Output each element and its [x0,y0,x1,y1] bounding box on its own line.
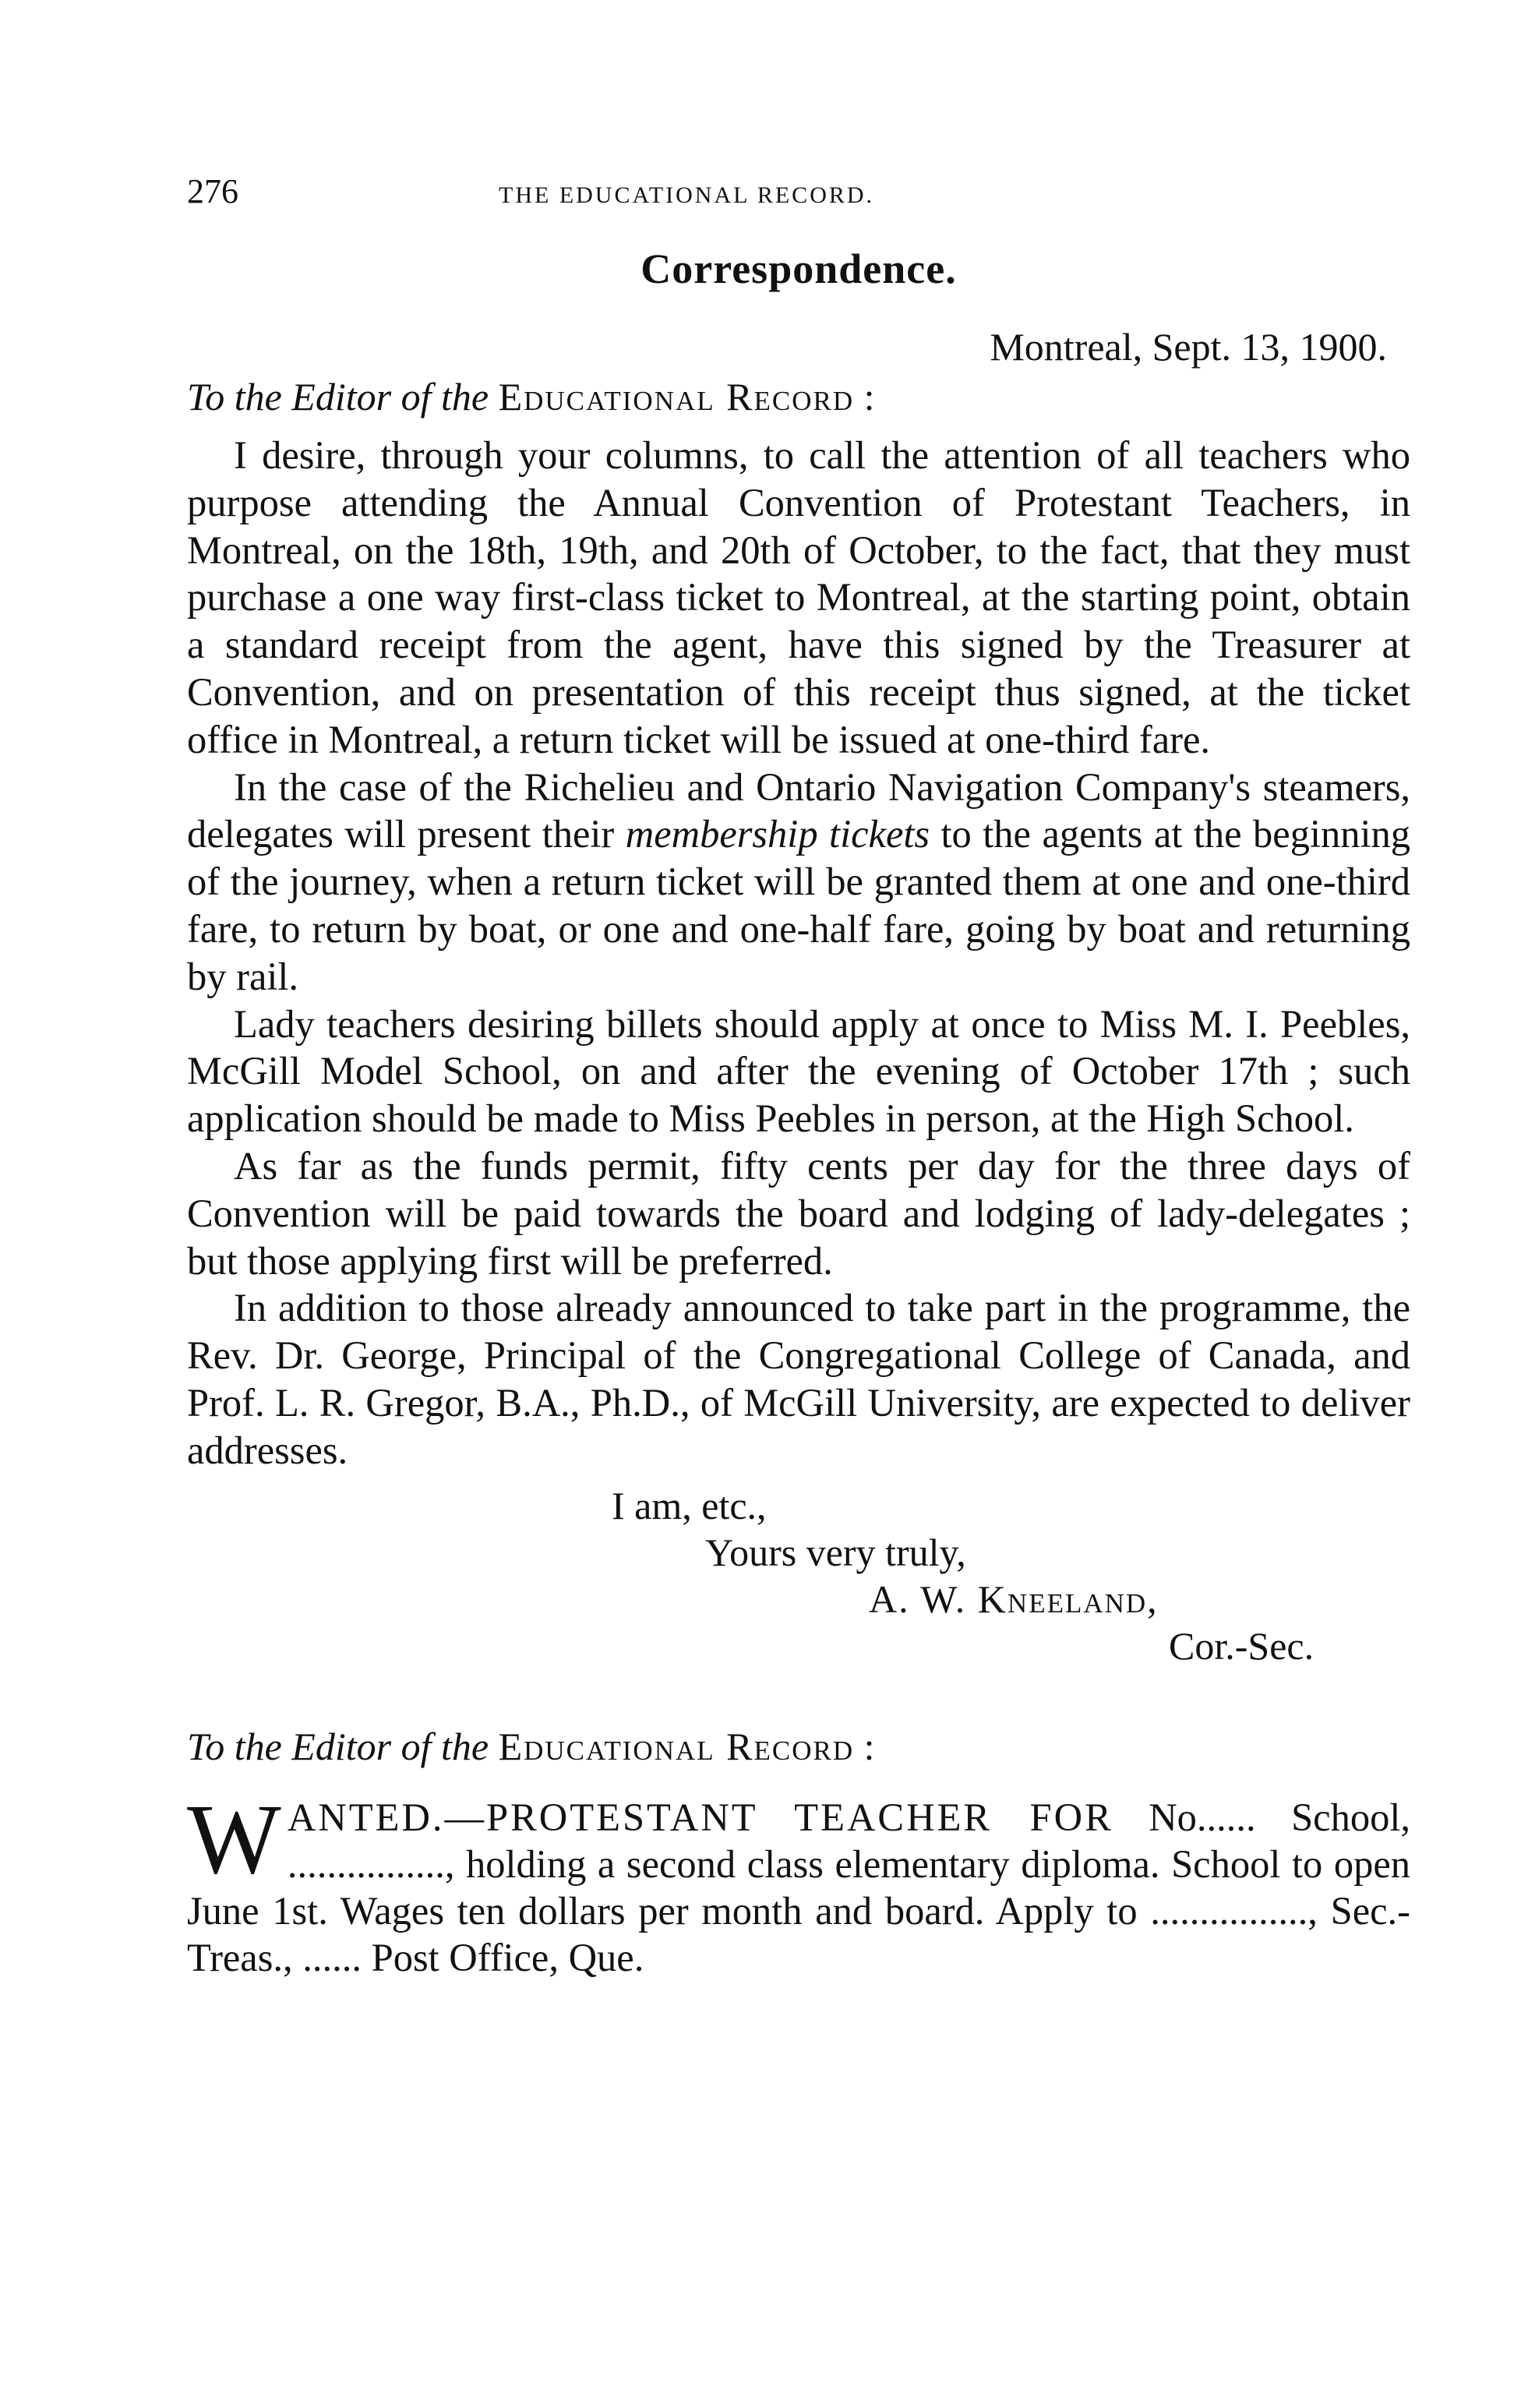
letter-paragraph-3: Lady teachers desiring billets should apply at once to Miss M. I. Peebles, McGill Model School, on and after the evening of October 17th ; such application should be made to Miss Peebles in person, at the High School. [187,1001,1410,1141]
closing-line-1: I am, etc., [612,1483,767,1527]
advert-text: No...... School, ................, holding a second class elementary diploma. School to open June 1st. Wages ten dollars per month and board. Apply to ................, Sec.-Treas., ...... Post Office, Que. [187,1795,1410,1979]
letter-closing [187,1482,1410,1669]
page-header [187,171,1410,218]
page [187,171,1410,1981]
letter-body [187,432,1410,1474]
notice-heading [187,1724,1410,1769]
notice-heading-italic: To the Editor of the [187,1724,489,1768]
signature-title: Cor.-Sec. [1169,1623,1315,1668]
notice-heading-publication-name: Educational Record [498,1724,855,1768]
dateline: Montreal, Sept. 13, 1900. [990,325,1387,369]
page-number: 276 [187,172,238,210]
salutation-publication-name: Educational Record [498,375,855,418]
running-head: THE EDUCATIONAL RECORD. [499,182,875,208]
drop-cap: W [187,1783,281,1894]
letter-paragraph-2 [187,764,1410,1001]
wanted-advertisement [187,1783,1410,1981]
paragraph-2-part-b: to the agents at the beginning of the journey, when a return ticket will be granted them at one and one-third fare, to return by boat, or one and one-half fare, going by boat and returning by rail. [187,812,1411,998]
closing-line-2: Yours very truly, [705,1530,966,1574]
notice-heading-colon: : [854,1724,875,1768]
advert-caps-lead: ANTED.—PROTESTANT TEACHER FOR [287,1795,1113,1839]
letter-paragraph-4: As far as the funds permit, fifty cents per day for the three days of Convention will be paid towards the board and lodging of lady-delegates ; but those applying first will be preferred. [187,1143,1410,1283]
paragraph-2-part-a: In the case of the Richelieu and Ontario Navigation Company's steamers, delegates will present their [187,764,1410,856]
letter-paragraph-5: In addition to those already announced to take part in the programme, the Rev. Dr. George, Principal of the Congregational College of Canada, and Prof. L. R. Gregor, B.A., Ph.D., of McGill University, are expected to deliver addresses. [187,1286,1410,1472]
salutation-italic: To the Editor of the [187,375,489,418]
section-title: Correspondence. [640,245,957,292]
paragraph-2-italic: membership tickets [625,812,930,856]
signature-name: A. W. Kneeland, [869,1576,1159,1621]
letter-salutation [187,374,1410,419]
salutation-colon: : [854,375,875,418]
letter-paragraph-1: I desire, through your columns, to call the attention of all teachers who purpose attending the Annual Convention of Protestant Teachers, in Montreal, on the 18th, 19th, and 20th of October, to the fact, that they must purchase a one way first-class ticket to Montreal, at the starting point, obtain a standard receipt from the agent, have this signed by the Treasurer at Convention, and on presentation of this receipt thus signed, at the ticket office in Montreal, a return ticket will be issued at one-third fare. [187,433,1410,761]
